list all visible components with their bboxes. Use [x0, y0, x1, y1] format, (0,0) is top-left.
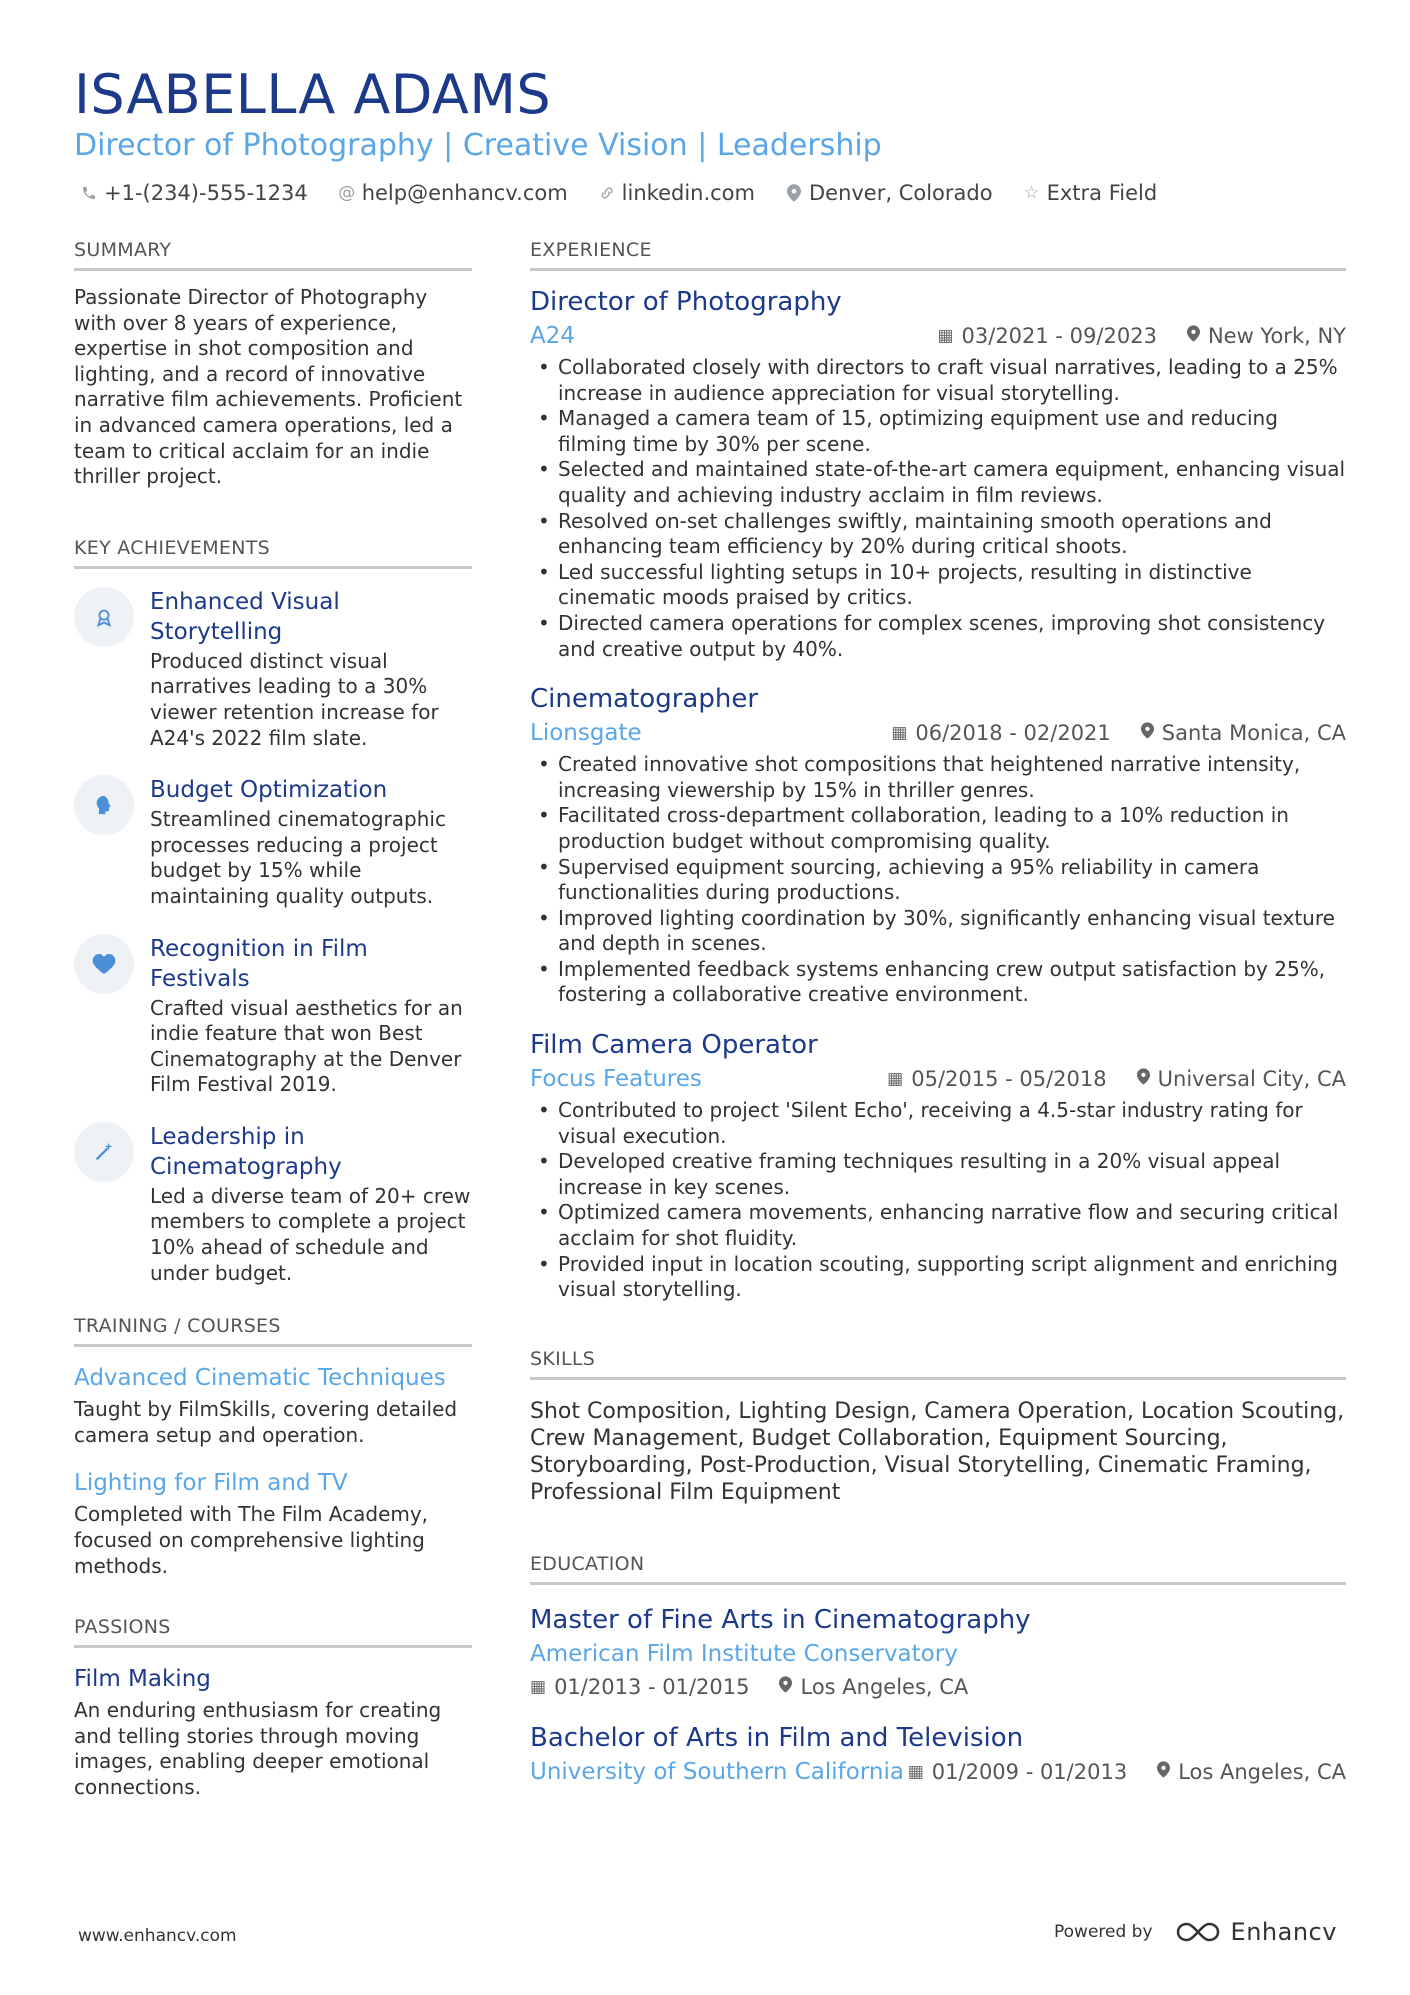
job-entry [530, 285, 1346, 662]
achievement-text: Produced distinct visual narratives leading to a 30% viewer retention increase for A24's 2022 film slate. [150, 648, 439, 750]
achievement-title: Enhanced Visual Storytelling [150, 588, 340, 645]
heart-icon [74, 934, 134, 994]
contact-phone-text: +1-(234)-555-1234 [104, 181, 308, 205]
edu-location: Los Angeles, CA [1178, 1759, 1346, 1784]
edu-degree: Bachelor of Arts in Film and Television [530, 1722, 1024, 1753]
job-company: Lionsgate [530, 720, 642, 747]
job-bullet: • Directed camera operations for complex scenes, improving shot consistency and creative output by 40%. [530, 611, 1346, 662]
contact-extra [1023, 178, 1158, 208]
training-section [74, 1312, 472, 1579]
right-column [530, 236, 1346, 1787]
job-dates: 03/2021 - 09/2023 [961, 324, 1157, 348]
achievement-title: Leadership in Cinematography [150, 1123, 342, 1180]
job-bullet: • Facilitated cross-department collaboration, leading to a 10% reduction in production budget without compromising quality. [530, 803, 1346, 854]
contact-location [785, 178, 993, 208]
skills-section [530, 1345, 1346, 1506]
course-title: Advanced Cinematic Techniques [74, 1365, 446, 1392]
location-icon [779, 1676, 792, 1698]
job-bullets [530, 355, 1346, 662]
location-icon [1157, 1761, 1170, 1783]
job-location: New York, NY [1207, 324, 1346, 348]
achievement-text: Led a diverse team of 20+ crew members to complete a project 10% ahead of schedule and under budget. [150, 1183, 471, 1285]
achievement-item [74, 934, 472, 1098]
job-bullet: • Contributed to project 'Silent Echo', receiving a 4.5-star industry rating for visual execution. [530, 1098, 1346, 1149]
job-title: Cinematographer [530, 684, 759, 715]
job-title: Director of Photography [530, 287, 842, 317]
job-company: Focus Features [530, 1066, 702, 1093]
skills-text: Shot Composition, Lighting Design, Camera Operation, Location Scouting, Crew Management, Budget Collaboration, Equipment Sourcing, Storyboarding, Post-Production, Visual Storytelling, Cinematic Framing, Professional Film Equipment [530, 1398, 1345, 1505]
achievement-title: Budget Optimization [150, 777, 388, 804]
contact-phone[interactable] [80, 178, 308, 208]
head-icon [74, 775, 134, 835]
contact-email[interactable] [338, 178, 568, 208]
education-item [530, 1721, 1346, 1787]
passions-heading: PASSIONS [74, 1613, 472, 1648]
edu-dates: 01/2009 - 01/2013 [931, 1759, 1128, 1784]
edu-location: Los Angeles, CA [800, 1674, 969, 1699]
powered-by-text: Powered by [1054, 1922, 1153, 1942]
calendar-icon: ▦ [937, 326, 954, 346]
achievement-title: Recognition in Film Festivals [150, 935, 368, 992]
enhancv-logo[interactable] [1175, 1918, 1337, 1946]
job-dates: 06/2018 - 02/2021 [915, 721, 1111, 746]
achievement-text: Crafted visual aesthetics for an indie feature that won Best Cinematography at the Denver Film Festival 2019. [150, 995, 463, 1097]
course-title: Lighting for Film and TV [74, 1470, 348, 1497]
job-bullet: • Created innovative shot compositions that heightened narrative intensity, increasing viewership by 15% in thriller genres. [530, 752, 1346, 803]
contact-linkedin[interactable] [598, 178, 755, 208]
star-icon: ☆ [1023, 183, 1040, 203]
job-company: A24 [530, 323, 576, 349]
candidate-headline: Director of Photography | Creative Vision | Leadership [74, 128, 882, 163]
experience-heading: EXPERIENCE [530, 236, 1346, 271]
summary-section [74, 236, 472, 490]
job-bullet: • Supervised equipment sourcing, achieving a 95% reliability in camera functionalities during productions. [530, 855, 1346, 906]
calendar-icon: ▦ [907, 1761, 924, 1782]
job-location: Universal City, CA [1157, 1067, 1346, 1092]
achievement-item [74, 1122, 472, 1286]
location-icon [1141, 722, 1154, 744]
contact-bar [80, 178, 1157, 208]
job-bullet: • Led successful lighting setups in 10+ projects, resulting in distinctive cinematic moods praised by critics. [530, 560, 1346, 611]
experience-section [530, 236, 1346, 1303]
edu-degree: Master of Fine Arts in Cinematography [530, 1604, 1031, 1635]
link-icon [598, 185, 616, 201]
at-icon: @ [338, 183, 356, 203]
award-icon [74, 587, 134, 647]
job-bullet: • Provided input in location scouting, supporting script alignment and enriching visual storytelling. [530, 1252, 1346, 1303]
training-heading: TRAINING / COURSES [74, 1312, 472, 1347]
edu-dates: 01/2013 - 01/2015 [554, 1674, 750, 1699]
edu-school: University of Southern California [530, 1758, 904, 1785]
location-icon [1187, 325, 1200, 347]
job-dates: 05/2015 - 05/2018 [911, 1067, 1107, 1092]
passion-item [74, 1664, 472, 1800]
job-bullet: • Implemented feedback systems enhancing crew output satisfaction by 25%, fostering a collaborative creative environment. [530, 957, 1346, 1008]
job-bullet: • Collaborated closely with directors to craft visual narratives, leading to a 25% increase in audience appreciation for visual storytelling. [530, 355, 1346, 406]
footer-branding [1054, 1918, 1337, 1946]
course-text: Completed with The Film Academy, focused on comprehensive lighting methods. [74, 1502, 429, 1578]
location-icon [785, 184, 803, 202]
left-column [74, 236, 472, 1801]
calendar-icon: ▦ [530, 1676, 547, 1697]
location-icon [1137, 1068, 1150, 1090]
footer-website[interactable]: www.enhancv.com [78, 1926, 237, 1946]
achievement-text: Streamlined cinematographic processes reducing a project budget by 15% while maintaining quality outputs. [150, 807, 446, 908]
achievement-item [74, 587, 472, 751]
job-bullet: • Improved lighting coordination by 30%, significantly enhancing visual texture and depth in scenes. [530, 906, 1346, 957]
wand-icon [74, 1122, 134, 1182]
infinity-logo-icon [1175, 1920, 1221, 1944]
job-bullet: • Optimized camera movements, enhancing narrative flow and securing critical acclaim for shot fluidity. [530, 1200, 1346, 1251]
course-text: Taught by FilmSkills, covering detailed camera setup and operation. [74, 1397, 458, 1447]
job-bullet: • Resolved on-set challenges swiftly, maintaining smooth operations and enhancing team efficiency by 20% during critical shoots. [530, 509, 1346, 560]
skills-heading: SKILLS [530, 1345, 1346, 1380]
summary-text: Passionate Director of Photography with over 8 years of experience, expertise in shot composition and lighting, and a record of innovative narrative film achievements. Proficient in advanced camera operations, led a team to critical acclaim for an indie thriller project. [74, 285, 463, 489]
education-section [530, 1550, 1346, 1787]
education-item [530, 1603, 1346, 1699]
calendar-icon: ▦ [891, 723, 908, 744]
job-bullet: • Selected and maintained state-of-the-art camera equipment, enhancing visual quality and achieving industry acclaim in film reviews. [530, 457, 1346, 508]
phone-icon [80, 185, 98, 201]
passions-section [74, 1613, 472, 1800]
job-bullet: • Managed a camera team of 15, optimizing equipment use and reducing filming time by 30% per scene. [530, 406, 1346, 457]
job-location: Santa Monica, CA [1161, 721, 1346, 746]
job-bullets [530, 752, 1346, 1008]
edu-school: American Film Institute Conservatory [530, 1640, 958, 1667]
contact-linkedin-text: linkedin.com [621, 181, 755, 205]
job-entry [530, 1028, 1346, 1303]
passion-title: Film Making [74, 1666, 211, 1693]
candidate-name: ISABELLA ADAMS [74, 63, 552, 126]
job-bullet: • Developed creative framing techniques resulting in a 20% visual appeal increase in key scenes. [530, 1149, 1346, 1200]
course-item [74, 1363, 472, 1448]
calendar-icon: ▦ [887, 1069, 904, 1090]
achievements-heading: KEY ACHIEVEMENTS [74, 534, 472, 569]
contact-location-text: Denver, Colorado [808, 181, 993, 205]
passion-text: An enduring enthusiasm for creating and telling stories through moving images, enabling deeper emotional connections. [74, 1698, 442, 1799]
summary-heading: SUMMARY [74, 236, 472, 271]
achievement-item [74, 775, 472, 909]
education-heading: EDUCATION [530, 1550, 1346, 1585]
contact-email-text: help@enhancv.com [361, 181, 568, 205]
contact-extra-text: Extra Field [1046, 181, 1158, 205]
job-title: Film Camera Operator [530, 1030, 818, 1061]
achievements-section [74, 534, 472, 1287]
brand-name: Enhancv [1230, 1918, 1337, 1946]
course-item [74, 1468, 472, 1579]
job-entry [530, 682, 1346, 1008]
job-bullets [530, 1098, 1346, 1303]
